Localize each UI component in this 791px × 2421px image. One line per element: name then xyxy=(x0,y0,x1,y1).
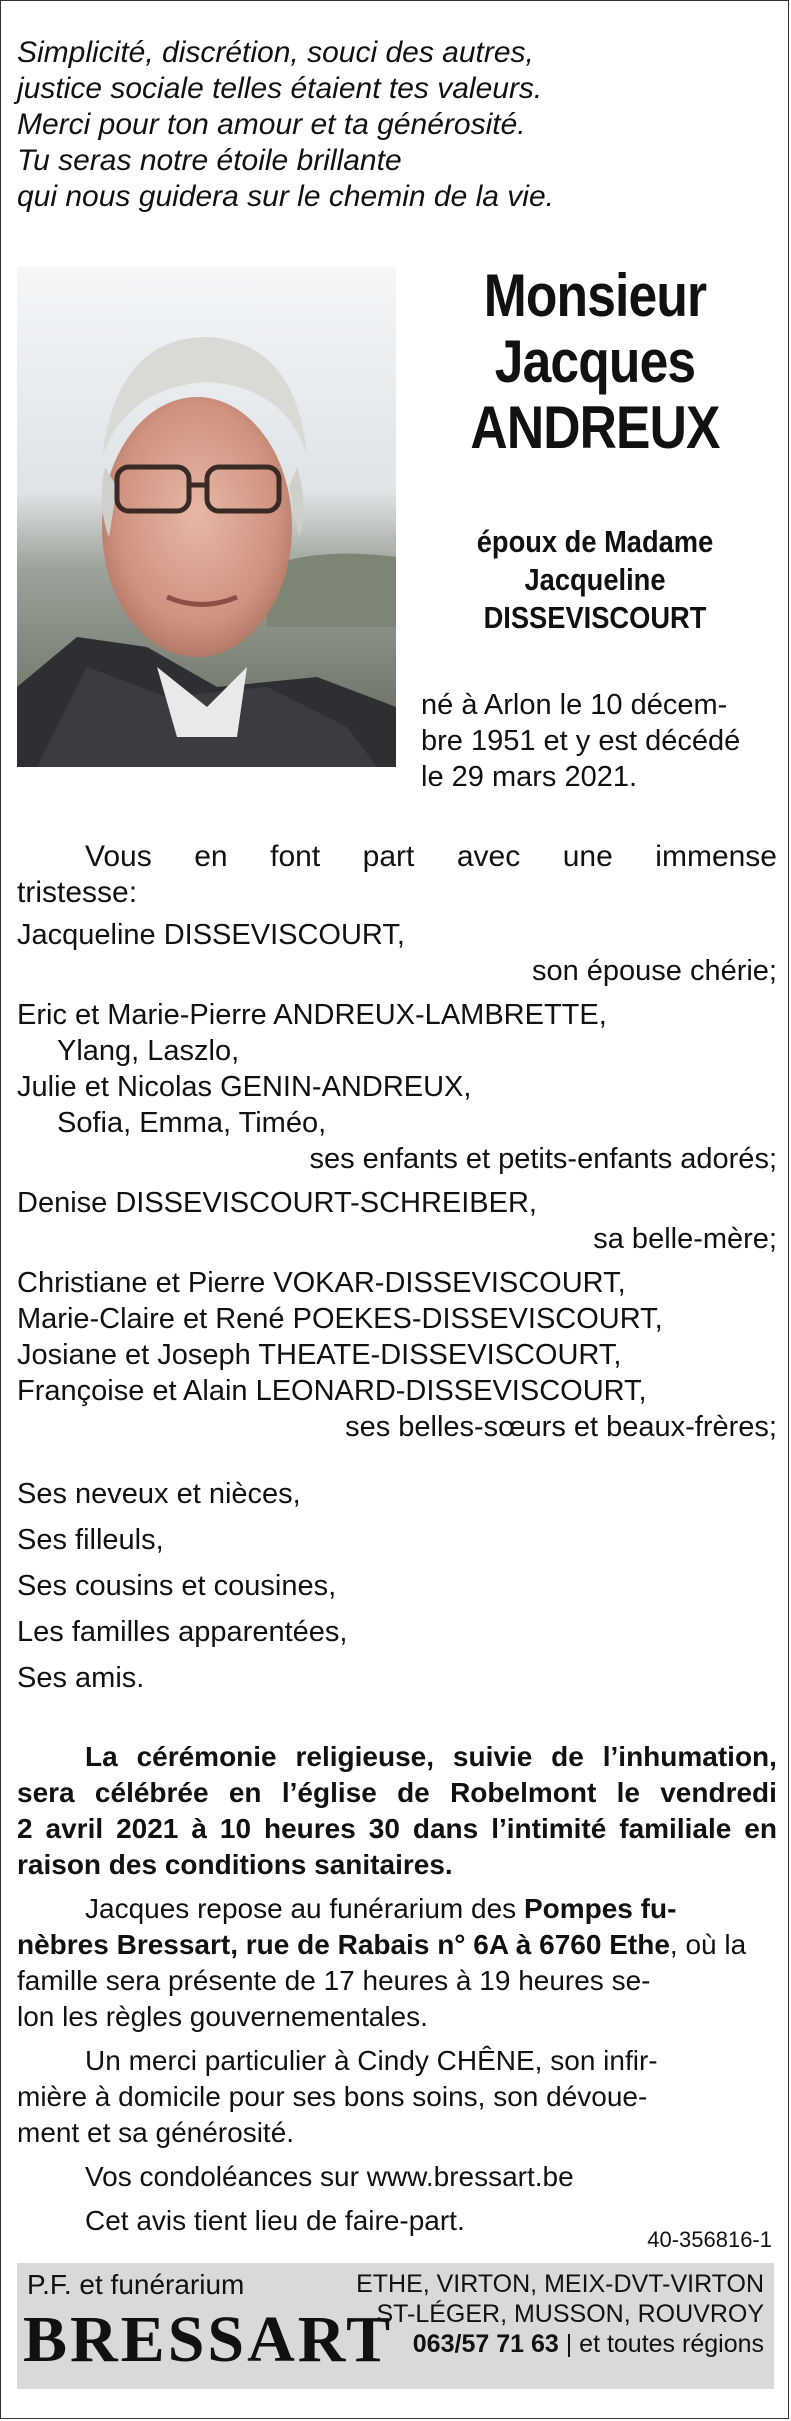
poem-line: Merci pour ton amour et ta générosité. xyxy=(17,108,526,141)
ceremony-word: religieuse, xyxy=(295,1741,435,1772)
spouse-line: époux de Madame xyxy=(476,524,714,559)
name-line: Monsieur xyxy=(483,262,707,329)
ceremony-word: suivie xyxy=(452,1741,533,1772)
ceremony-line xyxy=(17,1739,777,1775)
ceremony-word: La xyxy=(85,1741,118,1772)
ceremony-word: en xyxy=(744,1813,777,1844)
ceremony-word: familiale xyxy=(619,1813,732,1844)
ceremony-details xyxy=(17,1739,777,2239)
footer-tagline: P.F. et funérarium xyxy=(27,2269,245,2300)
ceremony-word: de xyxy=(551,1741,584,1772)
family-member: Jacqueline DISSEVISCOURT, xyxy=(17,919,405,951)
deceased-name xyxy=(432,263,757,461)
relative-line: Les familles apparentées, xyxy=(17,1616,348,1648)
ceremony-word: sera xyxy=(17,1777,75,1808)
ceremony-line: raison des conditions sanitaires. xyxy=(17,1849,453,1880)
family-member: Marie-Claire et René POEKES-DISSEVISCOURT, xyxy=(17,1303,663,1335)
relative-line: Ses cousins et cousines, xyxy=(17,1570,337,1602)
funeral-home-address: nèbres Bressart, rue de Rabais n° 6A à 6760 Ethe xyxy=(17,1929,670,1960)
reference-number: 40-356816-1 xyxy=(647,2227,772,2252)
poem-line: qui nous guidera sur le chemin de la vie. xyxy=(17,180,554,213)
ceremony-word: Robelmont xyxy=(450,1777,597,1808)
relative-line: Ses amis. xyxy=(17,1662,145,1694)
funeral-home-line: lon les règles gouvernementales. xyxy=(17,2001,428,2032)
ceremony-word: l’église xyxy=(281,1777,377,1808)
intro-line: tristesse: xyxy=(17,876,138,909)
family-member: Christiane et Pierre VOKAR-DISSEVISCOURT, xyxy=(17,1267,626,1299)
notice-line: Cet avis tient lieu de faire-part. xyxy=(85,2205,465,2236)
ceremony-word: l’intimité xyxy=(491,1813,607,1844)
family-member: Eric et Marie-Pierre ANDREUX-LAMBRETTE, xyxy=(17,999,607,1031)
birth-line: né à Arlon le 10 décem- xyxy=(421,689,728,721)
thanks-line: mière à domicile pour ses bons soins, son dévoue- xyxy=(17,2081,648,2112)
locations-line: ST-LÉGER, MUSSON, ROUVROY xyxy=(376,2300,764,2328)
family-role: son épouse chérie; xyxy=(531,955,777,987)
birth-line: bre 1951 et y est décédé xyxy=(421,725,741,757)
family-role: ses belles-sœurs et beaux-frères; xyxy=(345,1411,777,1443)
poem-line: Tu seras notre étoile brillante xyxy=(17,144,402,177)
spouse-line: DISSEVISCOURT xyxy=(483,600,707,635)
ceremony-word: 2021 xyxy=(116,1813,179,1844)
ceremony-word: dans xyxy=(412,1813,479,1844)
funeral-home-name: Pompes fu- xyxy=(523,1893,677,1924)
poem-line: Simplicité, discrétion, souci des autres, xyxy=(17,36,534,69)
regions-text: | et toutes régions xyxy=(565,2330,764,2358)
ceremony-word: 30 xyxy=(368,1813,400,1844)
family-list xyxy=(17,917,777,1445)
spouse-line: Jacqueline xyxy=(524,562,666,597)
poem-line: justice sociale telles étaient tes valeurs. xyxy=(17,72,543,105)
intro-word: une xyxy=(562,840,613,873)
family-member: Françoise et Alain LEONARD-DISSEVISCOURT, xyxy=(17,1375,647,1407)
footer-locations xyxy=(356,2269,764,2359)
ceremony-word: l’inhumation, xyxy=(602,1741,777,1772)
thanks-line: Un merci particulier à Cindy CHÊNE, son infir- xyxy=(85,2045,658,2076)
funeral-home-line: famille sera présente de 17 heures à 19 heures se- xyxy=(17,1965,651,1996)
portrait-illustration xyxy=(17,267,396,767)
funeral-home-line xyxy=(17,1927,777,1963)
condolences-line: Vos condoléances sur www.bressart.be xyxy=(85,2161,574,2192)
brand-logo: BRESSART xyxy=(23,2303,394,2376)
ceremony-line xyxy=(17,1811,777,1847)
relative-line: Ses neveux et nièces, xyxy=(17,1478,301,1510)
family-member: Denise DISSEVISCOURT-SCHREIBER, xyxy=(17,1187,537,1219)
family-member: Ylang, Laszlo, xyxy=(57,1035,240,1067)
birth-death-info xyxy=(421,687,781,795)
other-relatives xyxy=(17,1471,777,1701)
intro-word: avec xyxy=(456,840,521,873)
spouse-info xyxy=(429,523,762,637)
family-member: Josiane et Joseph THEATE-DISSEVISCOURT, xyxy=(17,1339,622,1371)
ceremony-word: célébrée xyxy=(94,1777,209,1808)
locations-line: ETHE, VIRTON, MEIX-DVT-VIRTON xyxy=(356,2270,764,2298)
relative-line: Ses filleuls, xyxy=(17,1524,164,1556)
ceremony-word: le xyxy=(616,1777,640,1808)
birth-line: le 29 mars 2021. xyxy=(421,761,638,793)
intro-word: Vous xyxy=(85,840,152,873)
intro-word: part xyxy=(362,840,415,873)
family-role: ses enfants et petits-enfants adorés; xyxy=(309,1143,777,1175)
ceremony-word: 10 xyxy=(219,1813,252,1844)
portrait-photo xyxy=(17,267,396,767)
phone-number: 063/57 71 63 xyxy=(412,2330,559,2358)
name-line: ANDREUX xyxy=(470,394,720,461)
ceremony-word: en xyxy=(228,1777,262,1808)
ceremony-line xyxy=(17,1775,777,1811)
funeral-home-text: Jacques repose au funérarium des xyxy=(85,1893,517,1924)
ceremony-word: 2 xyxy=(17,1813,33,1844)
ceremony-word: heures xyxy=(263,1813,356,1844)
funeral-home-text: , où la xyxy=(669,1929,747,1960)
name-line: Jacques xyxy=(494,328,696,395)
ceremony-word: cérémonie xyxy=(136,1741,277,1772)
funeral-home-line xyxy=(17,1891,777,1927)
intro-word: immense xyxy=(655,840,777,873)
poem xyxy=(17,35,777,215)
intro-word: font xyxy=(270,840,321,873)
family-member: Julie et Nicolas GENIN-ANDREUX, xyxy=(17,1071,472,1103)
contact-line xyxy=(356,2329,764,2359)
intro-word: en xyxy=(194,840,228,873)
ceremony-word: avril xyxy=(45,1813,104,1844)
ceremony-word: à xyxy=(191,1813,207,1844)
family-role: sa belle-mère; xyxy=(593,1223,777,1255)
family-member: Sofia, Emma, Timéo, xyxy=(57,1107,327,1139)
ceremony-word: de xyxy=(397,1777,430,1808)
announcement-intro xyxy=(17,839,777,911)
thanks-line: ment et sa générosité. xyxy=(17,2117,295,2148)
ceremony-word: vendredi xyxy=(660,1777,777,1808)
funeral-director-footer xyxy=(17,2263,774,2389)
